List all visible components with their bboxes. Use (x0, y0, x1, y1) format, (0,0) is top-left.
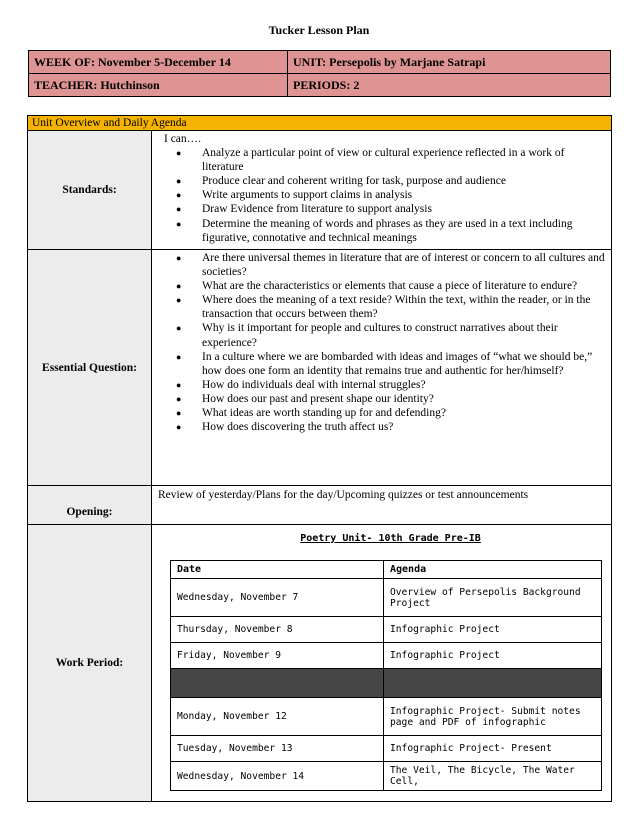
question-item: ● Are there universal themes in literature that are of interest or concern to all cultures and societies? (202, 251, 605, 279)
question-item: ● How do individuals deal with internal struggles? (202, 378, 605, 392)
standard-item: ● Produce clear and coherent writing for task, purpose and audience (202, 174, 605, 188)
agenda-text: Overview of Persepolis Background Project (384, 579, 602, 617)
question-item: ● What are the characteristics or elements that cause a piece of literature to endure? (202, 279, 605, 293)
essential-question-content (152, 250, 612, 486)
standards-label: Standards: (28, 131, 152, 250)
agenda-date (171, 669, 384, 698)
agenda-date: Friday, November 9 (171, 643, 384, 669)
standards-list (170, 146, 605, 245)
overview-heading: Unit Overview and Daily Agenda (28, 116, 612, 131)
agenda-text: Infographic Project (384, 643, 602, 669)
standard-item: ● Draw Evidence from literature to support analysis (202, 202, 605, 216)
agenda-text (384, 669, 602, 698)
agenda-header-agenda: Agenda (384, 561, 602, 579)
agenda-row (171, 762, 602, 791)
question-item: ● How does discovering the truth affect us? (202, 420, 605, 434)
agenda-date: Wednesday, November 14 (171, 762, 384, 791)
question-item: ● Why is it important for people and cultures to construct narratives about their experience? (202, 321, 605, 349)
agenda-date: Wednesday, November 7 (171, 579, 384, 617)
agenda-text: Infographic Project- Present (384, 736, 602, 762)
agenda-row (171, 643, 602, 669)
agenda-header-row (171, 561, 602, 579)
agenda-row (171, 617, 602, 643)
questions-list (170, 251, 605, 434)
agenda-table (170, 560, 602, 791)
teacher-cell: TEACHER: Hutchinson (29, 74, 288, 97)
agenda-row (171, 579, 602, 617)
opening-text: Review of yesterday/Plans for the day/Upcoming quizzes or test announcements (152, 486, 612, 525)
agenda-date: Tuesday, November 13 (171, 736, 384, 762)
overview-table (27, 115, 612, 802)
agenda-date: Monday, November 12 (171, 698, 384, 736)
periods-cell: PERIODS: 2 (288, 74, 611, 97)
question-item: ● What ideas are worth standing up for and defending? (202, 406, 605, 420)
agenda-header-date: Date (171, 561, 384, 579)
agenda-row (171, 698, 602, 736)
question-item: ● Where does the meaning of a text reside? Within the text, within the reader, or in the transaction that occurs between them? (202, 293, 605, 321)
work-period-content (152, 525, 612, 802)
page-title: Tucker Lesson Plan (268, 23, 370, 37)
header-table (28, 50, 611, 97)
standard-item: ● Write arguments to support claims in analysis (202, 188, 605, 202)
agenda-row (171, 736, 602, 762)
agenda-row (171, 669, 602, 698)
standards-content (152, 131, 612, 250)
standard-item: ● Determine the meaning of words and phrases as they are used in a text including figurative, connotative and technical meanings (202, 217, 605, 245)
work-period-label: Work Period: (28, 525, 152, 802)
agenda-text: The Veil, The Bicycle, The Water Cell, (384, 762, 602, 791)
standard-item: ● Analyze a particular point of view or cultural experience reflected in a work of literature (202, 146, 605, 174)
poetry-unit-title: Poetry Unit- 10th Grade Pre-IB (300, 533, 481, 544)
standards-intro: I can…. (164, 133, 202, 145)
opening-label: Opening: (28, 486, 152, 525)
agenda-date: Thursday, November 8 (171, 617, 384, 643)
unit-cell: UNIT: Persepolis by Marjane Satrapi (288, 51, 611, 74)
essential-question-label: Essential Question: (28, 250, 152, 486)
week-cell: WEEK OF: November 5-December 14 (29, 51, 288, 74)
agenda-text: Infographic Project (384, 617, 602, 643)
agenda-text: Infographic Project- Submit notes page and PDF of infographic (384, 698, 602, 736)
question-item: ● How does our past and present shape our identity? (202, 392, 605, 406)
question-item: ● In a culture where we are bombarded with ideas and images of “what we should be,” how does one form an identity that remains true and authentic for her/himself? (202, 350, 605, 378)
